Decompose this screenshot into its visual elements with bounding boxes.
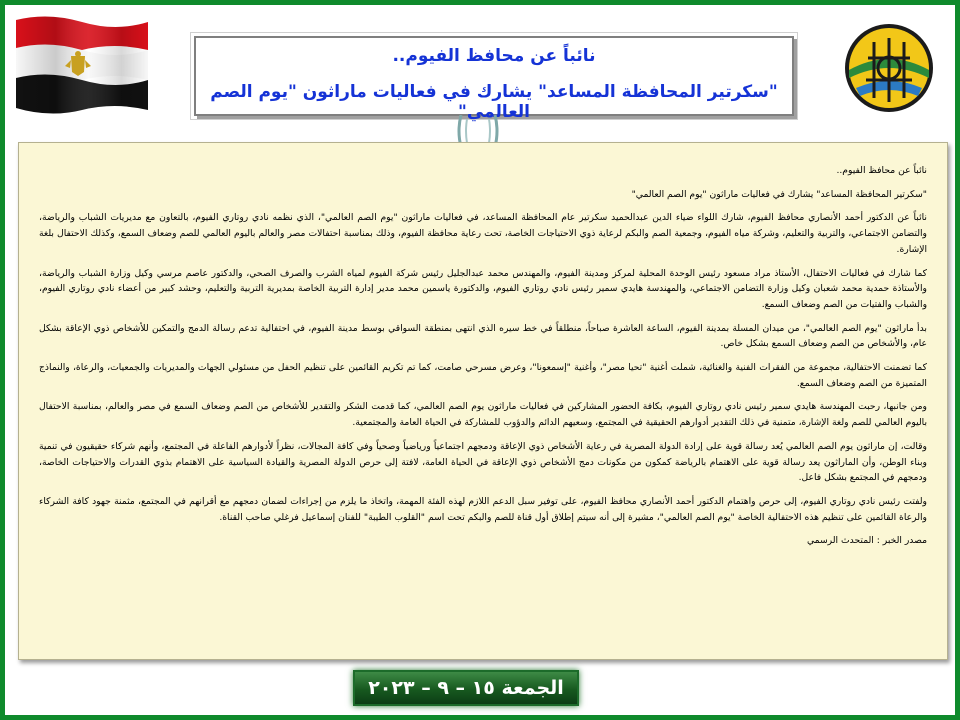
article-paragraph: كما شارك في فعاليات الاحتفال، الأستاذ مراد مسعود رئيس الوحدة المحلية لمركز ومدينة الفيوم، والمهندس محمد عبدالجليل رئيس شركة الفيوم لمياه الشرب والصرف الصحي، والدكتور عاصم مرسي وكيل وزارة الشباب والرياضة، والأستاذة حمدية محمد شعبان وكيل وزارة التضامن الاجتماعي، والمهندسة هايدي سمير رئيس نادي روتاري الفيوم، والدكتورة ياسمين محمد مدير إدارة التربية الخاصة بمديرية التربية والتعليم، وحشد كبير من أعضاء نادي روتاري الفيوم، والشباب والفتيات من الصم وضعاف السمع. [39, 267, 927, 310]
egypt-flag-icon [12, 14, 150, 114]
article-paragraph: وقالت، إن ماراثون يوم الصم العالمي يُعد رسالة قوية على إرادة الدولة المصرية في رعاية الأشخاص ذوي الإعاقة ودمجهم اجتماعياً ورياضياً وصحياً وفي كافة المجالات، نظراً لأدوارهم الفاعلة في المجتمع، وأنهم شركاء حقيقيون في تنمية وبناء الوطن، وأن الماراثون يعد رسالة قوية على الاهتمام بالرياضة كمكون من مكونات دمج الأشخاص ذوي الإعاقة في الحياة العامة، لافتة إلى حرص الدولة المصرية والقيادة السياسية على الاهتمام بذوي القدرات والاحتياجات الخاصة، ودمجهم في المجتمع بشكل فاعل. [39, 440, 927, 484]
headline-box [194, 36, 794, 122]
news-source: مصدر الخبر : المتحدث الرسمي [807, 535, 927, 547]
article-paragraph: نائباً عن محافظ الفيوم.. [836, 165, 927, 176]
article-paragraph: بدأ ماراثون "يوم الصم العالمي"، من ميدان المسلة بمدينة الفيوم، الساعة العاشرة صباحاً، منطلقاً في خط سيره الذي انتهى بمنطقة السواقي بوسط مدينة الفيوم، في احتفالية تدعم رسالة الدمج والتمكين للأشخاص ذوي الإعاقة بشكل عام، والأشخاص من الصم وضعاف السمع بشكل خاص. [39, 322, 927, 350]
date-banner: الجمعة ١٥ – ٩ – ٢٠٢٣ [353, 670, 579, 706]
article-paragraph: ومن جانبها، رحبت المهندسة هايدي سمير رئيس نادي روتاري الفيوم، بكافة الحضور المشاركين في فعاليات ماراثون يوم الصم العالمي، كما قدمت الشكر والتقدير للأشخاص من الصم وضعاف السمع في مصر والعالم، بمناسبة الاحتفال باليوم العالمي للصم ولغة الإشارة، متمنية في ذلك التقدير أدوارهم الحقيقية في المجتمع، وسعيهم الدائم والدؤوب للمشاركة في الحياة العامة والمجتمعية. [39, 401, 927, 429]
article-paragraph: "سكرتير المحافظة المساعد" يشارك في فعاليات ماراثون "يوم الصم العالمي" [631, 188, 927, 200]
governorate-logo [834, 18, 944, 118]
article-paragraph: نائباً عن الدكتور أحمد الأنصاري محافظ الفيوم، شارك اللواء ضياء الدين عبدالحميد سكرتير عام المحافظة المساعد، في فعاليات ماراثون "يوم الصم العالمي"، الذي نظمه نادي روتاري الفيوم، بالتعاون مع مديريات الشباب والرياضة، والتضامن الاجتماعي، والتربية والتعليم، وشركة مياه الفيوم، وجمعية الصم والبكم لرعاية ذوي الاحتياجات الخاصة، تحت رعاية محافظة الفيوم، وذلك بمناسبة احتفالات مصر والعالم باليوم العالمي للصم وضعاف السمع، وكذلك الاحتفال بلغة الإشارة. [39, 212, 927, 255]
article-paragraph: ولفتت رئيس نادي روتاري الفيوم، إلى حرص واهتمام الدكتور أحمد الأنصاري محافظ الفيوم، على توفير سبل الدعم اللازم لهذه الفئة المهمة، واتخاذ ما يلزم من إجراءات لضمان دمجهم مع أقرانهم في المجتمع، مثمنة جهود كافة الشركاء والرعاة القائمين على تنظيم هذه الاحتفالية الخاصة "يوم الصم العالمي"، مشيرة إلى أنه سيتم إطلاق أول قناة للصم والبكم تحت اسم "القلوب الطيبة" للفنان إسماعيل فرغلي صاحب القناة. [39, 495, 927, 523]
article-paragraph: كما تضمنت الاحتفالية، مجموعة من الفقرات الفنية والغنائية، شملت أغنية "تحيا مصر"، وأغنية "إسمعونا"، وعرض مسرحي صامت، كما تم تكريم القائمين على تنظيم الحفل من مسئولي الجهات والمديريات والجمعيات، والرعاة، والنماذج المتميزة من الصم وضعاف السمع. [39, 362, 927, 389]
headline-line-2: "سكرتير المحافظة المساعد" يشارك في فعاليات ماراثون "يوم الصم العالمي" [210, 82, 778, 122]
article-body [18, 142, 948, 660]
headline-line-1: نائباً عن محافظ الفيوم.. [392, 46, 596, 66]
